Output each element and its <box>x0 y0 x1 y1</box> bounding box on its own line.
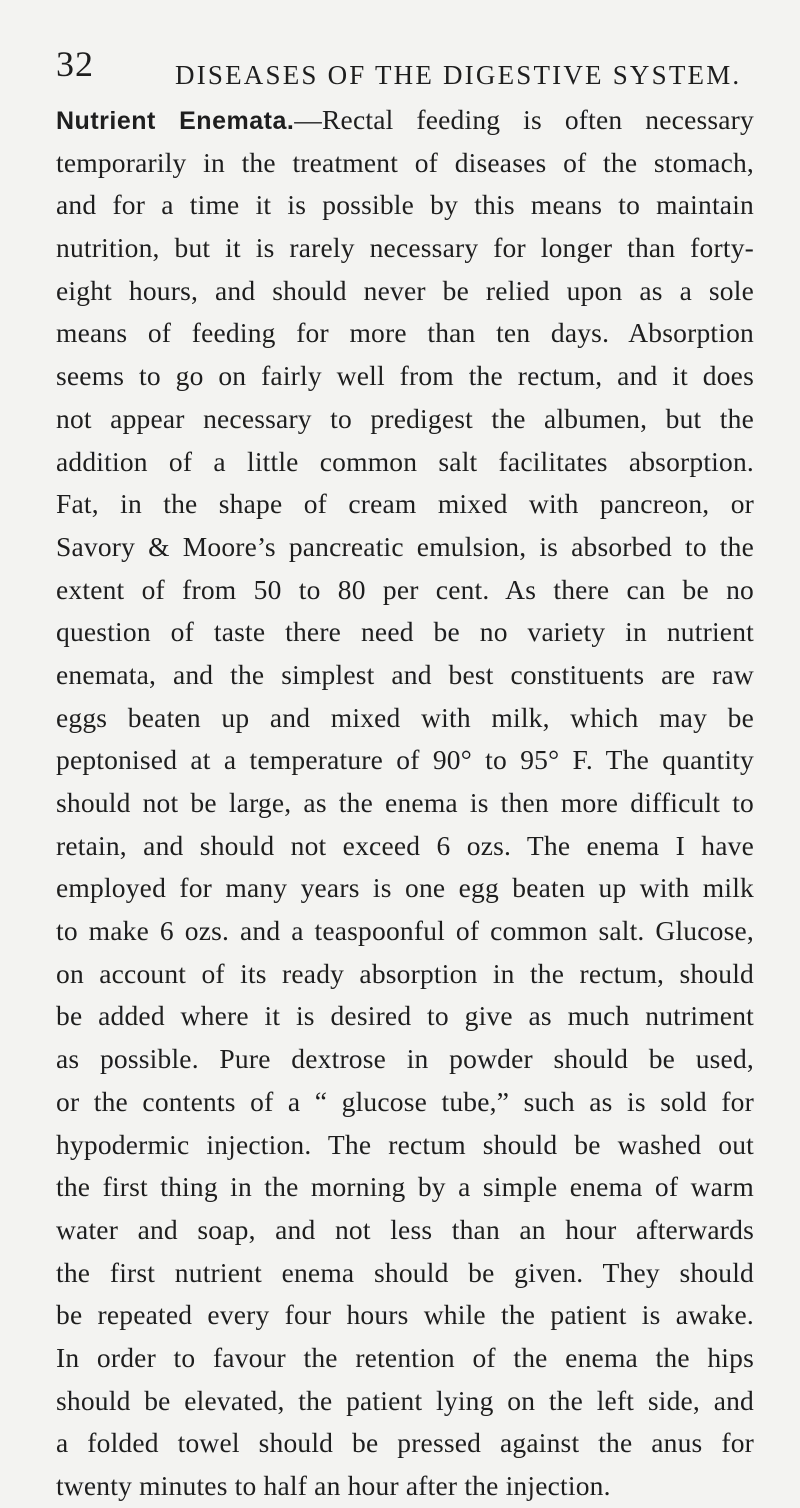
paragraph-line: addition of a little common salt facilitates absorption. <box>56 445 754 477</box>
paragraph-line: eight hours, and should never be relied upon as a sole <box>56 274 754 306</box>
paragraph-line: to make 6 ozs. and a teaspoonful of common salt. Glucose, <box>56 915 754 947</box>
section-paragraph <box>56 99 754 1508</box>
paragraph-line: on account of its ready absorption in the rectum, should <box>56 957 754 989</box>
paragraph-line: a folded towel should be pressed against the anus for <box>56 1427 754 1459</box>
paragraph-line: should be elevated, the patient lying on the left side, and <box>56 1384 754 1416</box>
paragraph-line: nutrition, but it is rarely necessary for longer than forty- <box>56 232 754 264</box>
paragraph-line: and for a time it is possible by this means to maintain <box>56 189 754 221</box>
paragraph-line <box>56 99 754 142</box>
paragraph-line: temporarily in the treatment of diseases of the stomach, <box>56 146 754 178</box>
paragraph-line: In order to favour the retention of the enema the hips <box>56 1341 754 1373</box>
paragraph-line: employed for many years is one egg beaten up with milk <box>56 872 754 904</box>
paragraph-line: question of taste there need be no variety in nutrient <box>56 616 754 648</box>
paragraph-line: Fat, in the shape of cream mixed with pancreon, or <box>56 488 754 520</box>
paragraph-line: extent of from 50 to 80 per cent. As there can be no <box>56 573 754 605</box>
paragraph-line-last: twenty minutes to half an hour after the injection. <box>56 1470 611 1501</box>
paragraph-line: enemata, and the simplest and best constituents are raw <box>56 658 754 690</box>
paragraph-line: means of feeding for more than ten days. Absorption <box>56 317 754 349</box>
paragraph-line: the first thing in the morning by a simple enema of warm <box>56 1171 754 1203</box>
paragraph-line: eggs beaten up and mixed with milk, which may be <box>56 701 754 733</box>
paragraph-line: not appear necessary to predigest the albumen, but the <box>56 402 754 434</box>
page-number: 32 <box>56 44 94 84</box>
paragraph-line: peptonised at a temperature of 90° to 95° F. The quantity <box>56 744 754 776</box>
paragraph-line: retain, and should not exceed 6 ozs. The enema I have <box>56 829 754 861</box>
paragraph-line: as possible. Pure dextrose in powder should be used, <box>56 1043 754 1075</box>
line-text: —Rectal feeding is often necessary <box>294 104 754 135</box>
paragraph-line: seems to go on fairly well from the rectum, and it does <box>56 360 754 392</box>
paragraph-line: hypodermic injection. The rectum should be washed out <box>56 1128 754 1160</box>
paragraph-line: be added where it is desired to give as much nutriment <box>56 1000 754 1032</box>
paragraph-line: or the contents of a “ glucose tube,” such as is sold for <box>56 1085 754 1117</box>
paragraph-line: should not be large, as the enema is then more difficult to <box>56 787 754 818</box>
running-title: DISEASES OF THE DIGESTIVE SYSTEM. <box>175 60 742 90</box>
paragraph-line: water and soap, and not less than an hour afterwards <box>56 1213 754 1245</box>
paragraph-line: Savory & Moore’s pancreatic emulsion, is absorbed to the <box>56 530 754 562</box>
section-heading: Nutrient Enemata. <box>56 107 295 135</box>
paragraph-line: the first nutrient enema should be given. They should <box>56 1256 754 1288</box>
paragraph-line: be repeated every four hours while the patient is awake. <box>56 1299 754 1331</box>
